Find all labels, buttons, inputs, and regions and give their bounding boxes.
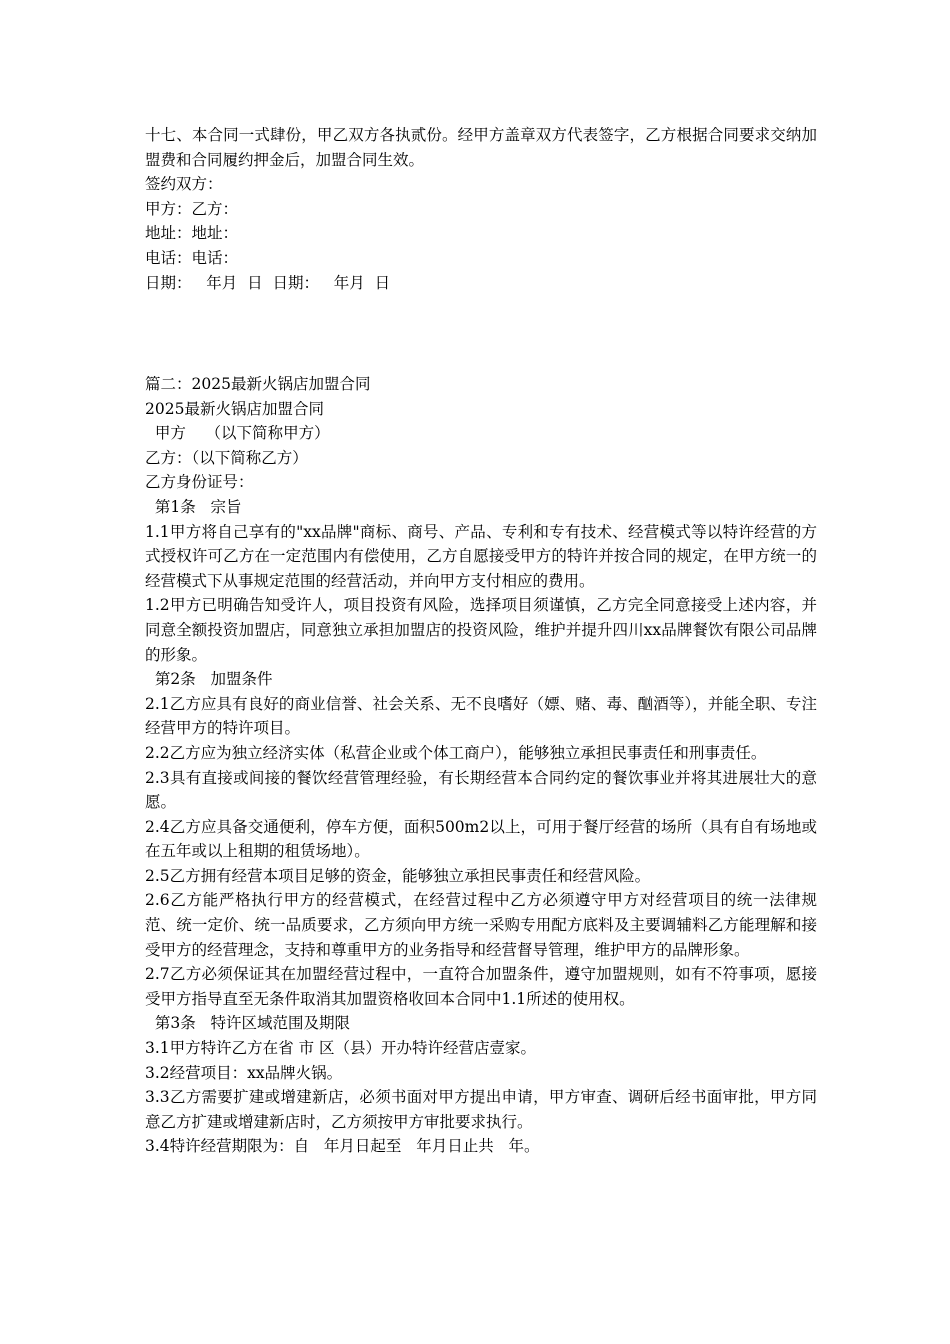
clause-3-4: 3.4特许经营期限为：自 年月日起至 年月日止共 年。 [145,1137,540,1156]
signing-parties-label: 签约双方： [145,175,223,194]
party-a-line: 甲方 （以下简称甲方） [145,424,330,443]
clause-17: 十七、本合同一式肆份，甲乙双方各执贰份。经甲方盖章双方代表签字，乙方根据合同要求交纳加盟费和合同履约押金后，加盟合同生效。 [145,126,817,169]
party-b-line: 乙方：（以下简称乙方） [145,448,308,467]
clause-1-1: 1.1甲方将自己享有的"xx品牌"商标、商号、产品、专利和专有技术、经营模式等以特许经营的方式授权许可乙方在一定范围内有偿使用，乙方自愿接受甲方的特许并按合同的规定，在甲方统一的经营模式下从事规定范围的经营活动，并向甲方支付相应的费用。 [145,522,817,590]
phone-line: 电话：电话： [145,248,239,267]
date-line: 日期： 年月 日 日期： 年月 日 [145,273,391,292]
clause-3-3: 3.3乙方需要扩建或增建新店，必须书面对甲方提出申请，甲方审查、调研后经书面审批，甲方同意乙方扩建或增建新店时，乙方须按甲方审批要求执行。 [145,1088,817,1131]
part-two-section [145,372,817,1159]
contract-closing-section [145,123,817,295]
address-line: 地址：地址： [145,224,239,243]
article-1-title: 第1条 宗旨 [145,497,242,516]
clause-3-1: 3.1甲方特许乙方在省 市 区（县）开办特许经营店壹家。 [145,1039,537,1058]
clause-2-7: 2.7乙方必须保证其在加盟经营过程中，一直符合加盟条件，遵守加盟规则，如有不符事项，愿接受甲方指导直至无条件取消其加盟资格收回本合同中1.1所述的使用权。 [145,965,817,1008]
clause-2-3: 2.3具有直接或间接的餐饮经营管理经验，有长期经营本合同约定的餐饮事业并将其进展壮大的意愿。 [145,768,817,812]
clause-3-2: 3.2经营项目：xx品牌火锅。 [145,1063,343,1082]
clause-1-2: 1.2甲方已明确告知受许人，项目投资有风险，选择项目须谨慎，乙方完全同意接受上述内容，并同意全额投资加盟店，同意独立承担加盟店的投资风险，维护并提升四川xx品牌餐饮有限公司品牌的形象。 [145,596,817,664]
party-line: 甲方：乙方： [145,199,239,218]
article-3-title: 第3条 特许区域范围及期限 [145,1014,350,1033]
clause-2-2: 2.2乙方应为独立经济实体（私营企业或个体工商户），能够独立承担民事责任和刑事责任。 [145,743,767,762]
contract-title: 2025最新火锅店加盟合同 [145,399,324,418]
clause-2-1: 2.1乙方应具有良好的商业信誉、社会关系、无不良嗜好（嫖、赌、毒、酗酒等），并能全职、专注经营甲方的特许项目。 [145,694,817,738]
clause-2-5: 2.5乙方拥有经营本项目足够的资金，能够独立承担民事责任和经营风险。 [145,866,651,885]
clause-2-4: 2.4乙方应具备交通便利，停车方便，面积500m2以上，可用于餐厅经营的场所（具有自有场地或在五年或以上租期的租赁场地）。 [145,817,817,861]
article-2-title: 第2条 加盟条件 [145,670,273,689]
part-two-heading: 篇二：2025最新火锅店加盟合同 [145,375,371,393]
clause-2-6: 2.6乙方能严格执行甲方的经营模式，在经营过程中乙方必须遵守甲方对经营项目的统一法律规范、统一定价、统一品质要求，乙方须向甲方统一采购专用配方底料及主要调辅料乙方能理解和接受甲方的经营理念，支持和尊重甲方的业务指导和经营督导管理，维护甲方的品牌形象。 [145,891,817,959]
party-b-id-line: 乙方身份证号： [145,473,254,492]
